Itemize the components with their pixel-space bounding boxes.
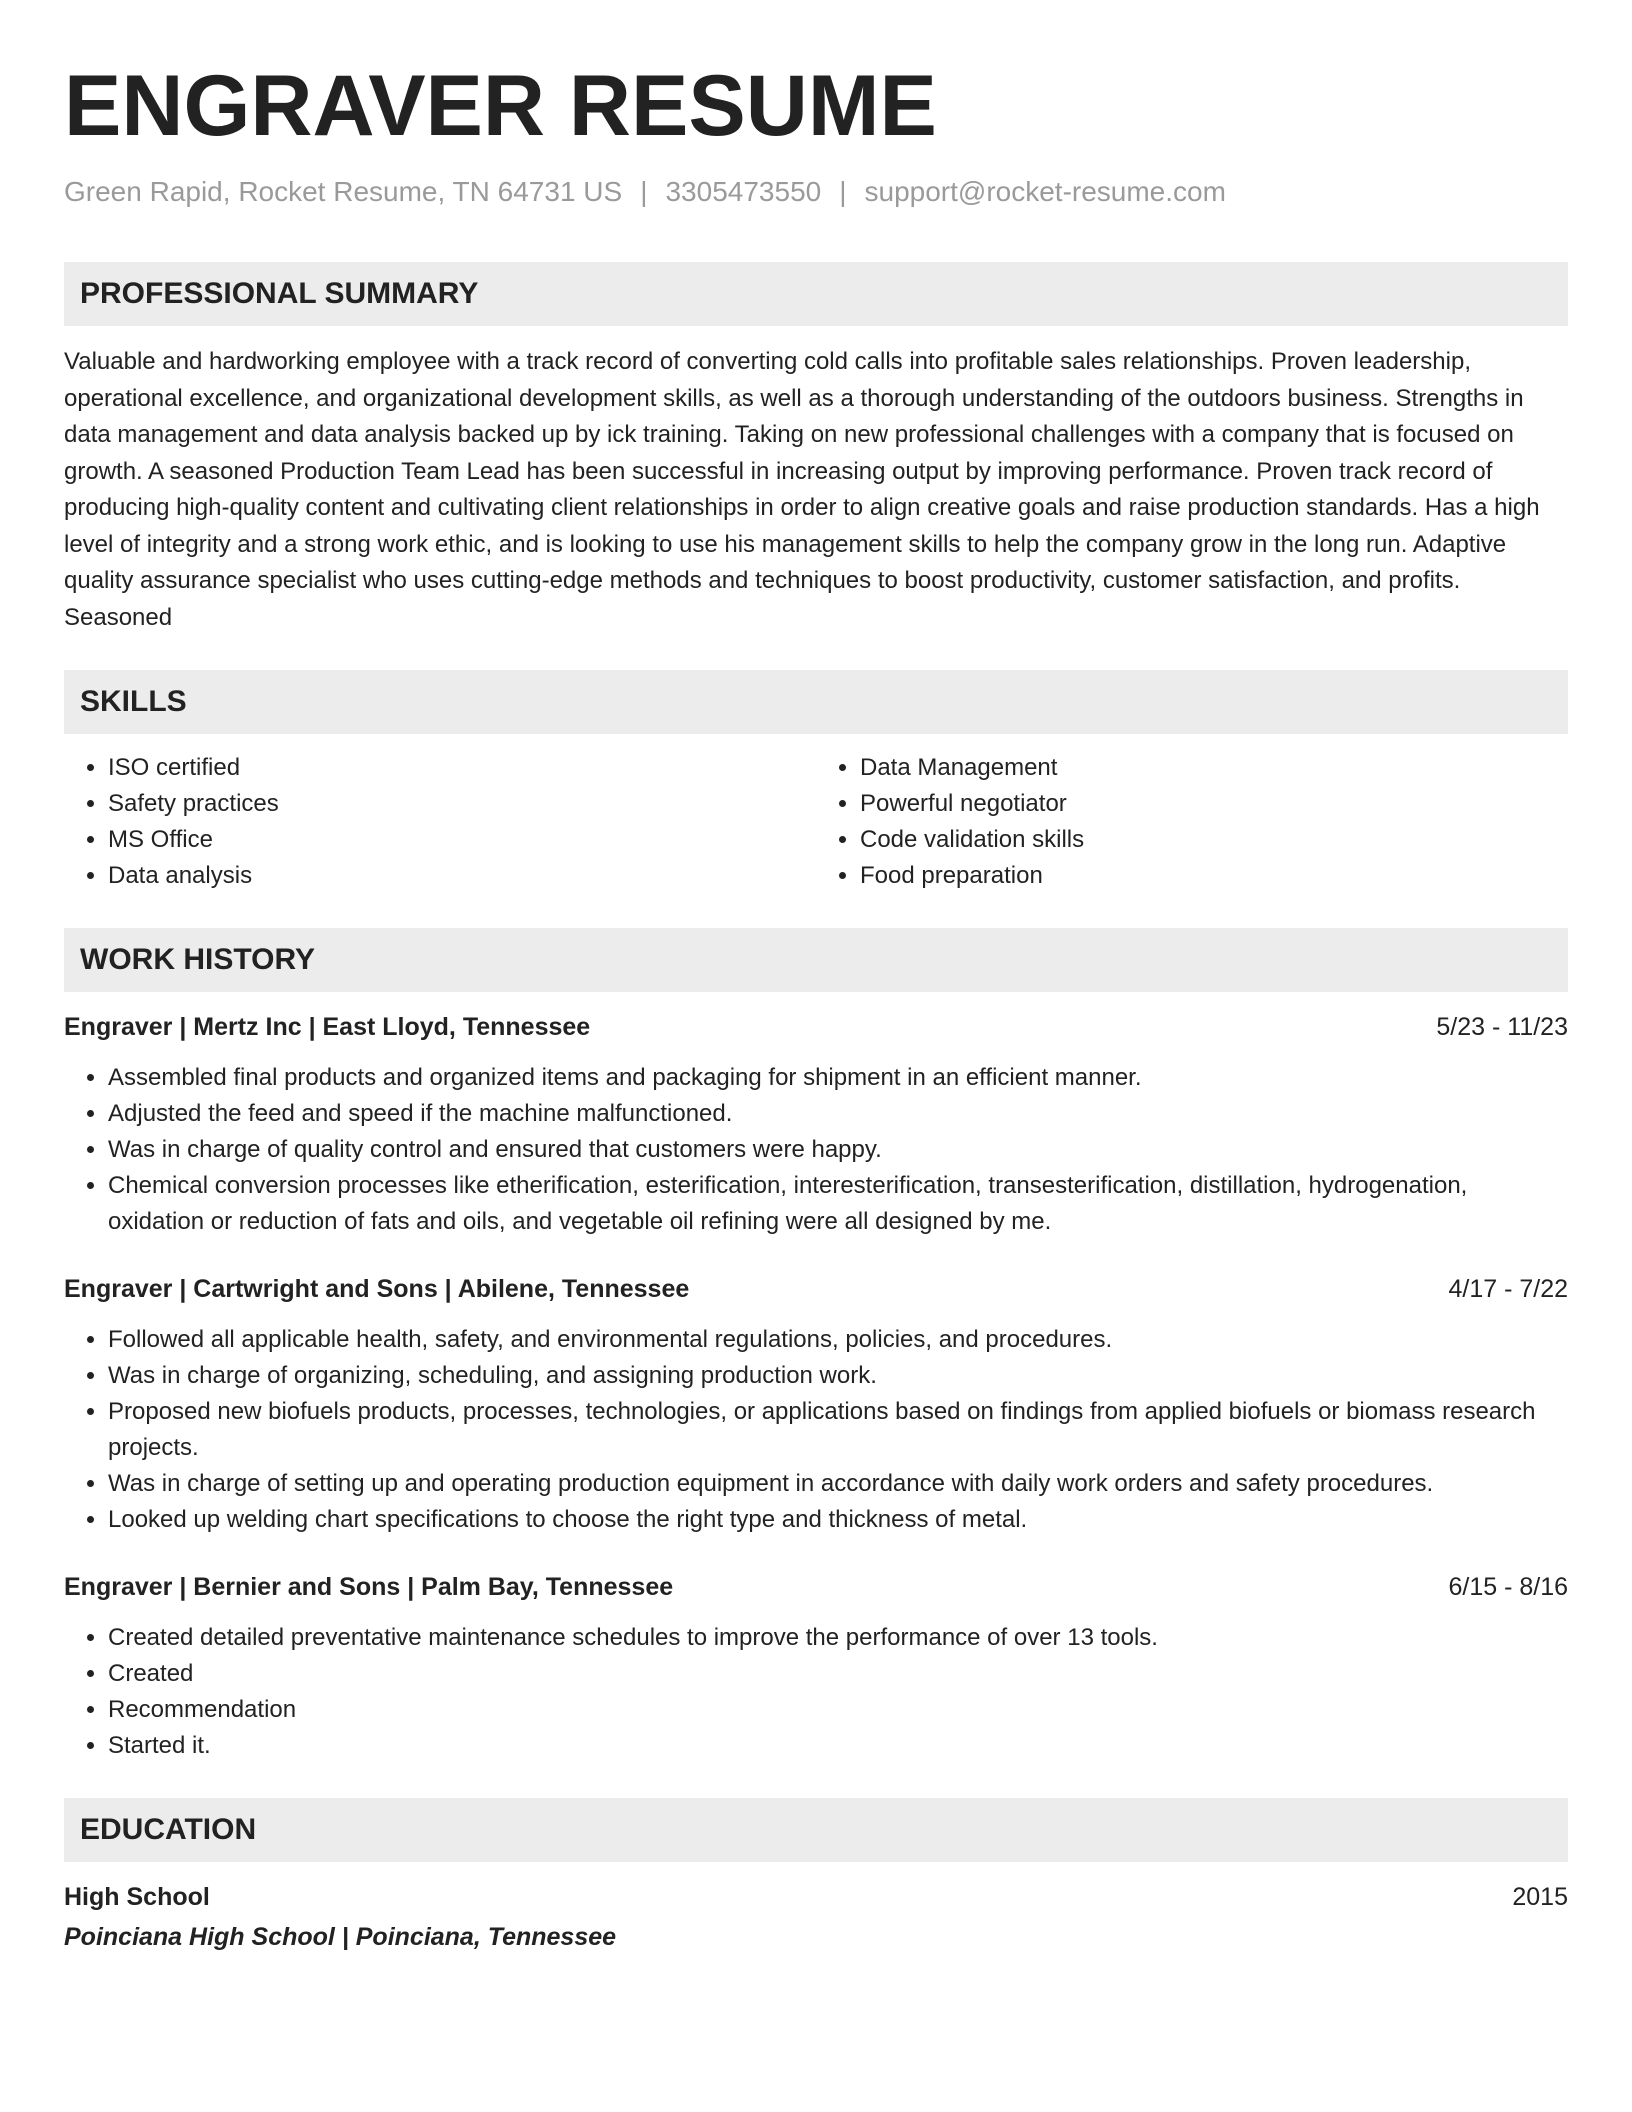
skill-item: • Code validation skills [860,822,1568,858]
section-header-skills: SKILLS [64,670,1568,734]
job-bullet: • Followed all applicable health, safety, and environmental regulations, policies, and procedures. [108,1322,1568,1358]
job-bullet: • Created detailed preventative maintenance schedules to improve the performance of over 13 tools. [108,1620,1568,1656]
job-title: Engraver | Mertz Inc | East Lloyd, Tennessee [64,1013,591,1041]
section-header-summary: PROFESSIONAL SUMMARY [64,262,1568,326]
skills-list [64,750,1568,894]
job-bullet: • Proposed new biofuels products, processes, technologies, or applications based on findings from applied biofuels or biomass research projects. [108,1394,1568,1466]
resume-title: ENGRAVER RESUME [64,58,937,154]
section-header-education: EDUCATION [64,1798,1568,1862]
job-entry [64,1010,1568,1240]
education-header [64,1878,1568,1916]
contact-separator: | [640,176,648,207]
job-bullet: • Was in charge of quality control and ensured that customers were happy. [108,1132,1568,1168]
job-header [64,1570,1568,1604]
job-bullet: • Created [108,1656,1568,1692]
skill-item: • Powerful negotiator [860,786,1568,822]
job-bullet: • Recommendation [108,1692,1568,1728]
summary-text: Valuable and hardworking employee with a track record of converting cold calls into profitable sales relationships. Proven leadership, operational excellence, and organizational development skills, as well as a thorough understanding of the outdoors business. Strengths in data management and data analysis backed up by ick training. Taking on new professional challenges with a company that is focused on growth. A seasoned Production Team Lead has been successful in increasing output by improving performance. Proven track record of producing high-quality content and cultivating client relationships in order to align creative goals and raise production standards. Has a high level of integrity and a strong work ethic, and is looking to use his management skills to help the company grow in the long run. Adaptive quality assurance specialist who uses cutting-edge methods and techniques to boost productivity, customer satisfaction, and profits. Seasoned [64,348,1540,631]
job-bullet: • Was in charge of setting up and operating production equipment in accordance with daily work orders and safety procedures. [108,1466,1568,1502]
education-school: Poinciana High School | Poinciana, Tennessee [64,1923,617,1951]
job-bullets [64,1620,1568,1764]
job-entry [64,1570,1568,1764]
job-title: Engraver | Cartwright and Sons | Abilene, Tennessee [64,1275,690,1303]
job-bullet: • Chemical conversion processes like etherification, esterification, interesterification, transesterification, distillation, hydrogenation, oxidation or reduction of fats and oils, and vegetable oil refining were all designed by me. [108,1168,1568,1240]
job-bullet: • Started it. [108,1728,1568,1764]
job-dates: 4/17 - 7/22 [1448,1275,1568,1303]
job-bullets [64,1322,1568,1538]
education-entry [64,1878,1568,1956]
job-bullet: • Was in charge of organizing, scheduling, and assigning production work. [108,1358,1568,1394]
job-bullet: • Assembled final products and organized items and packaging for shipment in an efficient manner. [108,1060,1568,1096]
job-title: Engraver | Bernier and Sons | Palm Bay, Tennessee [64,1573,674,1601]
skill-item: • Food preparation [860,858,1568,894]
education-degree: High School [64,1883,210,1911]
skill-item: • MS Office [108,822,816,858]
section-header-work: WORK HISTORY [64,928,1568,992]
contact-phone: 3305473550 [665,176,822,207]
skill-item: • Safety practices [108,786,816,822]
job-dates: 5/23 - 11/23 [1436,1013,1568,1041]
job-bullets [64,1060,1568,1240]
job-dates: 6/15 - 8/16 [1448,1573,1568,1601]
job-header [64,1272,1568,1306]
job-header [64,1010,1568,1044]
skills-column-left [64,750,816,894]
contact-line [64,174,1568,210]
skill-item: • Data analysis [108,858,816,894]
contact-email: support@rocket-resume.com [864,176,1226,207]
skill-item: • Data Management [860,750,1568,786]
skills-column-right [816,750,1568,894]
job-bullet: • Looked up welding chart specifications to choose the right type and thickness of metal. [108,1502,1568,1538]
skill-item: • ISO certified [108,750,816,786]
job-entry [64,1272,1568,1538]
contact-address: Green Rapid, Rocket Resume, TN 64731 US [64,176,623,207]
job-bullet: • Adjusted the feed and speed if the machine malfunctioned. [108,1096,1568,1132]
contact-separator: | [839,176,847,207]
education-year: 2015 [1512,1883,1568,1911]
